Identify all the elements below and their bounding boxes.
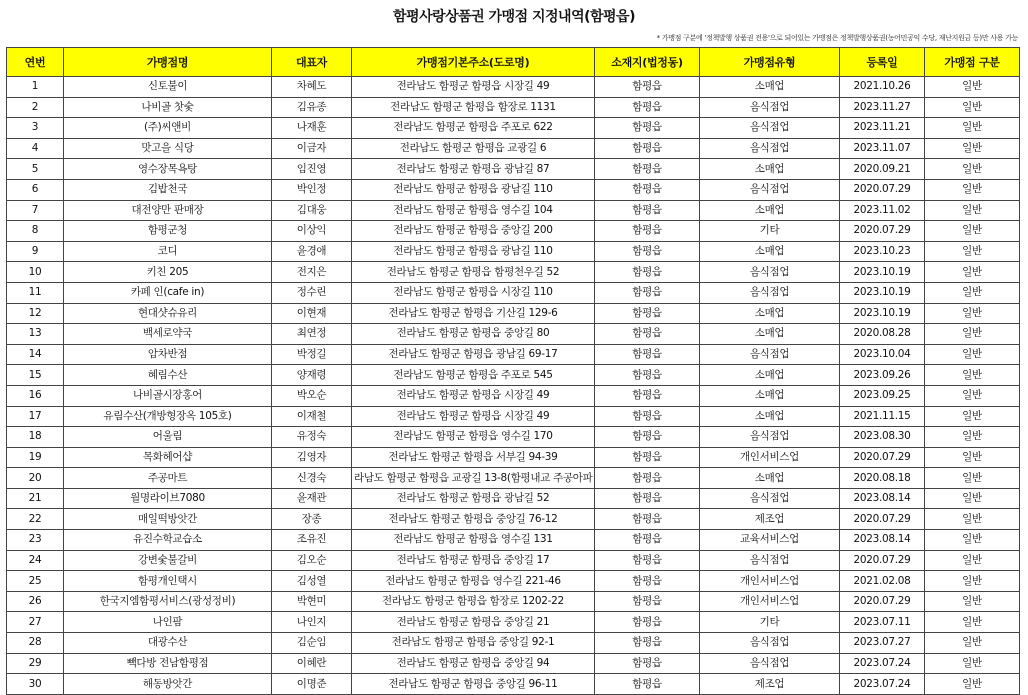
cell-name[interactable]: (주)씨앤비 (64, 118, 272, 139)
cell-address[interactable]: 전라남도 함평군 함평읍 광남길 110 (352, 179, 595, 200)
table-row (7, 262, 1020, 283)
cell-no[interactable]: 17 (7, 406, 64, 427)
cell-type[interactable]: 소매업 (700, 303, 840, 324)
cell-type[interactable]: 음식점업 (700, 282, 840, 303)
cell-category[interactable]: 일반 (925, 447, 1020, 468)
cell-representative[interactable]: 김영자 (272, 447, 352, 468)
cell-no[interactable]: 15 (7, 365, 64, 386)
cell-date[interactable]: 2020.07.29 (840, 509, 925, 530)
cell-address[interactable]: 전라남도 함평군 함평읍 중앙길 80 (352, 324, 595, 345)
cell-location[interactable]: 함평읍 (595, 221, 700, 242)
cell-name[interactable]: 함평개인택시 (64, 571, 272, 592)
cell-category[interactable]: 일반 (925, 488, 1020, 509)
table-row (7, 221, 1020, 242)
cell-date[interactable]: 2020.07.29 (840, 221, 925, 242)
table-row (7, 530, 1020, 551)
cell-address[interactable]: 전라남도 함평군 함평읍 함장로 1131 (352, 97, 595, 118)
cell-address[interactable]: 전라남도 함평군 함평읍 함평천우길 52 (352, 262, 595, 283)
cell-address[interactable]: 전라남도 함평군 함평읍 기산길 129-6 (352, 303, 595, 324)
table-row (7, 674, 1020, 695)
cell-representative[interactable]: 박오순 (272, 385, 352, 406)
cell-type[interactable]: 기타 (700, 612, 840, 633)
cell-name[interactable]: 현대샷슈유리 (64, 303, 272, 324)
cell-location[interactable]: 함평읍 (595, 447, 700, 468)
cell-representative[interactable]: 나재훈 (272, 118, 352, 139)
cell-category[interactable]: 일반 (925, 179, 1020, 200)
cell-no[interactable]: 16 (7, 385, 64, 406)
table-row (7, 653, 1020, 674)
cell-date[interactable]: 2023.11.02 (840, 200, 925, 221)
cell-address[interactable]: 전라남도 함평군 함평읍 광남길 69-17 (352, 344, 595, 365)
cell-category[interactable]: 일반 (925, 633, 1020, 654)
merchant-table (6, 47, 1020, 695)
cell-address[interactable]: 전라남도 함평군 함평읍 중앙길 94 (352, 653, 595, 674)
cell-representative[interactable]: 임진영 (272, 159, 352, 180)
cell-location[interactable]: 함평읍 (595, 324, 700, 345)
cell-representative[interactable]: 박현미 (272, 591, 352, 612)
cell-type[interactable]: 소매업 (700, 468, 840, 489)
cell-type[interactable]: 소매업 (700, 406, 840, 427)
cell-name[interactable]: 카페 인(cafe in) (64, 282, 272, 303)
cell-address[interactable]: 전라남도 함평군 함평읍 중앙길 200 (352, 221, 595, 242)
cell-type[interactable]: 개인서비스업 (700, 591, 840, 612)
cell-representative[interactable]: 조유진 (272, 530, 352, 551)
cell-name[interactable]: 영수장목욕탕 (64, 159, 272, 180)
cell-type[interactable]: 제조업 (700, 674, 840, 695)
cell-date[interactable]: 2023.07.24 (840, 674, 925, 695)
cell-category[interactable]: 일반 (925, 530, 1020, 551)
cell-date[interactable]: 2020.07.29 (840, 179, 925, 200)
cell-no[interactable]: 26 (7, 591, 64, 612)
cell-date[interactable]: 2020.07.29 (840, 447, 925, 468)
cell-type[interactable]: 제조업 (700, 509, 840, 530)
cell-representative[interactable]: 정수린 (272, 282, 352, 303)
cell-date[interactable]: 2023.07.27 (840, 633, 925, 654)
cell-representative[interactable]: 이현재 (272, 303, 352, 324)
cell-category[interactable]: 일반 (925, 221, 1020, 242)
cell-address[interactable]: 전라남도 함평군 함평읍 영수길 104 (352, 200, 595, 221)
cell-category[interactable]: 일반 (925, 159, 1020, 180)
table-row (7, 324, 1020, 345)
table-row (7, 118, 1020, 139)
table-row (7, 179, 1020, 200)
cell-type[interactable]: 소매업 (700, 77, 840, 98)
cell-name[interactable]: 목화헤어샵 (64, 447, 272, 468)
cell-no[interactable]: 20 (7, 468, 64, 489)
table-row (7, 468, 1020, 489)
cell-no[interactable]: 21 (7, 488, 64, 509)
table-row (7, 77, 1020, 98)
cell-category[interactable]: 일반 (925, 324, 1020, 345)
cell-no[interactable]: 11 (7, 282, 64, 303)
cell-address[interactable]: 전라남도 함평군 함평읍 중앙길 17 (352, 550, 595, 571)
cell-date[interactable]: 2023.08.30 (840, 427, 925, 448)
header-cell-representative: 대표자 (272, 48, 352, 77)
cell-no[interactable]: 12 (7, 303, 64, 324)
cell-category[interactable]: 일반 (925, 571, 1020, 592)
header-cell-category: 가맹점 구분 (925, 48, 1020, 77)
table-row (7, 365, 1020, 386)
cell-address[interactable]: 전라남도 함평군 함평읍 중앙길 21 (352, 612, 595, 633)
cell-type[interactable]: 개인서비스업 (700, 447, 840, 468)
cell-type[interactable]: 음식점업 (700, 550, 840, 571)
cell-category[interactable]: 일반 (925, 427, 1020, 448)
table-row (7, 591, 1020, 612)
cell-name[interactable]: 매일떡방앗간 (64, 509, 272, 530)
cell-location[interactable]: 함평읍 (595, 468, 700, 489)
cell-location[interactable]: 함평읍 (595, 77, 700, 98)
cell-location[interactable]: 함평읍 (595, 488, 700, 509)
cell-category[interactable]: 일반 (925, 138, 1020, 159)
table-row (7, 282, 1020, 303)
cell-date[interactable]: 2023.10.19 (840, 303, 925, 324)
cell-category[interactable]: 일반 (925, 591, 1020, 612)
cell-address[interactable]: 전라남도 함평군 함평읍 시장길 49 (352, 77, 595, 98)
cell-location[interactable]: 함평읍 (595, 385, 700, 406)
cell-type[interactable]: 음식점업 (700, 653, 840, 674)
cell-representative[interactable]: 김순임 (272, 633, 352, 654)
cell-no[interactable]: 13 (7, 324, 64, 345)
table-row (7, 344, 1020, 365)
cell-representative[interactable]: 이혜란 (272, 653, 352, 674)
cell-type[interactable]: 음식점업 (700, 97, 840, 118)
cell-representative[interactable]: 최연정 (272, 324, 352, 345)
cell-type[interactable]: 소매업 (700, 241, 840, 262)
cell-address[interactable]: 전라남도 함평군 함평읍 광남길 87 (352, 159, 595, 180)
usage-note: * 가맹점 구분에 '정책발행 상품권 전용'으로 되어있는 가맹점은 정책발행상품권(농어민공익 수당, 재난지원금 등)만 사용 가능 (656, 34, 1018, 42)
cell-location[interactable]: 함평읍 (595, 591, 700, 612)
table-row (7, 571, 1020, 592)
cell-date[interactable]: 2020.07.29 (840, 591, 925, 612)
cell-category[interactable]: 일반 (925, 97, 1020, 118)
header-cell-address: 가맹점기본주소(도로명) (352, 48, 595, 77)
cell-type[interactable]: 교육서비스업 (700, 530, 840, 551)
table-row (7, 303, 1020, 324)
cell-no[interactable]: 2 (7, 97, 64, 118)
header-cell-date: 등록일 (840, 48, 925, 77)
cell-name[interactable]: 나인팜 (64, 612, 272, 633)
cell-location[interactable]: 함평읍 (595, 179, 700, 200)
cell-location[interactable]: 함평읍 (595, 118, 700, 139)
cell-location[interactable]: 함평읍 (595, 282, 700, 303)
cell-category[interactable]: 일반 (925, 468, 1020, 489)
cell-representative[interactable]: 김성열 (272, 571, 352, 592)
cell-address[interactable]: 전라남도 함평군 함평읍 중앙길 92-1 (352, 633, 595, 654)
cell-representative[interactable]: 나인지 (272, 612, 352, 633)
cell-no[interactable]: 22 (7, 509, 64, 530)
cell-no[interactable]: 8 (7, 221, 64, 242)
cell-category[interactable]: 일반 (925, 200, 1020, 221)
header-row (7, 48, 1020, 77)
cell-location[interactable]: 함평읍 (595, 262, 700, 283)
cell-type[interactable]: 음식점업 (700, 262, 840, 283)
cell-date[interactable]: 2023.11.21 (840, 118, 925, 139)
cell-type[interactable]: 개인서비스업 (700, 571, 840, 592)
cell-address[interactable]: 전라남도 함평군 함평읍 영수길 131 (352, 530, 595, 551)
cell-date[interactable]: 2023.10.04 (840, 344, 925, 365)
cell-type[interactable]: 음식점업 (700, 179, 840, 200)
cell-no[interactable]: 5 (7, 159, 64, 180)
cell-name[interactable]: 빽다방 전남함평점 (64, 653, 272, 674)
table-row (7, 97, 1020, 118)
page-title: 함평사랑상품권 가맹점 지정내역(함평읍) (393, 9, 635, 25)
cell-name[interactable]: 김밥천국 (64, 179, 272, 200)
table-row (7, 427, 1020, 448)
cell-no[interactable]: 18 (7, 427, 64, 448)
cell-date[interactable]: 2023.11.07 (840, 138, 925, 159)
cell-address[interactable]: 전라남도 함평군 함평읍 시장길 110 (352, 282, 595, 303)
cell-category[interactable]: 일반 (925, 365, 1020, 386)
cell-address[interactable]: 전라남도 함평군 함평읍 광남길 110 (352, 241, 595, 262)
cell-location[interactable]: 함평읍 (595, 344, 700, 365)
cell-date[interactable]: 2023.08.14 (840, 488, 925, 509)
cell-name[interactable]: 한국지엠함평서비스(광성정비) (64, 591, 272, 612)
cell-name[interactable]: 강변숯불갈비 (64, 550, 272, 571)
cell-name[interactable]: 나비골시장홍어 (64, 385, 272, 406)
table-row (7, 241, 1020, 262)
table-row (7, 488, 1020, 509)
cell-location[interactable]: 함평읍 (595, 427, 700, 448)
cell-category[interactable]: 일반 (925, 303, 1020, 324)
table-row (7, 509, 1020, 530)
cell-name[interactable]: 암차반점 (64, 344, 272, 365)
cell-date[interactable]: 2021.02.08 (840, 571, 925, 592)
cell-address[interactable]: 전라남도 함평군 함평읍 함장로 1202-22 (352, 591, 595, 612)
cell-no[interactable]: 30 (7, 674, 64, 695)
cell-location[interactable]: 함평읍 (595, 633, 700, 654)
cell-date[interactable]: 2023.07.24 (840, 653, 925, 674)
cell-date[interactable]: 2023.11.27 (840, 97, 925, 118)
cell-representative[interactable]: 장종 (272, 509, 352, 530)
cell-category[interactable]: 일반 (925, 550, 1020, 571)
cell-date[interactable]: 2023.10.23 (840, 241, 925, 262)
cell-category[interactable]: 일반 (925, 241, 1020, 262)
cell-no[interactable]: 23 (7, 530, 64, 551)
cell-date[interactable]: 2023.08.14 (840, 530, 925, 551)
cell-type[interactable]: 음식점업 (700, 138, 840, 159)
cell-location[interactable]: 함평읍 (595, 303, 700, 324)
cell-address[interactable]: 전라남도 함평군 함평읍 주포로 545 (352, 365, 595, 386)
cell-type[interactable]: 소매업 (700, 385, 840, 406)
cell-type[interactable]: 소매업 (700, 159, 840, 180)
cell-name[interactable]: 대전양만 판매장 (64, 200, 272, 221)
cell-representative[interactable]: 김대웅 (272, 200, 352, 221)
cell-representative[interactable]: 이상익 (272, 221, 352, 242)
cell-address[interactable]: 전라남도 함평군 함평읍 서부길 94-39 (352, 447, 595, 468)
table-body (7, 77, 1020, 695)
cell-location[interactable]: 함평읍 (595, 138, 700, 159)
cell-no[interactable]: 6 (7, 179, 64, 200)
cell-name[interactable]: 신토불이 (64, 77, 272, 98)
cell-representative[interactable]: 박인정 (272, 179, 352, 200)
cell-date[interactable]: 2023.09.25 (840, 385, 925, 406)
cell-no[interactable]: 4 (7, 138, 64, 159)
cell-address[interactable]: 전라남도 함평군 함평읍 주포로 622 (352, 118, 595, 139)
cell-representative[interactable]: 이재철 (272, 406, 352, 427)
cell-location[interactable]: 함평읍 (595, 612, 700, 633)
cell-location[interactable]: 함평읍 (595, 550, 700, 571)
cell-no[interactable]: 1 (7, 77, 64, 98)
cell-type[interactable]: 소매업 (700, 200, 840, 221)
cell-name[interactable]: 나비골 찻숯 (64, 97, 272, 118)
cell-location[interactable]: 함평읍 (595, 530, 700, 551)
cell-type[interactable]: 소매업 (700, 324, 840, 345)
cell-date[interactable]: 2021.10.26 (840, 77, 925, 98)
cell-category[interactable]: 일반 (925, 282, 1020, 303)
table-row (7, 447, 1020, 468)
cell-date[interactable]: 2020.09.21 (840, 159, 925, 180)
cell-category[interactable]: 일반 (925, 262, 1020, 283)
cell-date[interactable]: 2023.07.11 (840, 612, 925, 633)
cell-no[interactable]: 24 (7, 550, 64, 571)
cell-date[interactable]: 2023.10.19 (840, 282, 925, 303)
cell-name[interactable]: 대광수산 (64, 633, 272, 654)
cell-address[interactable]: 전라남도 함평군 함평읍 광남길 52 (352, 488, 595, 509)
cell-category[interactable]: 일반 (925, 612, 1020, 633)
cell-representative[interactable]: 이금자 (272, 138, 352, 159)
cell-name[interactable]: 백세로약국 (64, 324, 272, 345)
cell-no[interactable]: 19 (7, 447, 64, 468)
cell-category[interactable]: 일반 (925, 674, 1020, 695)
header-cell-type: 가맹점유형 (700, 48, 840, 77)
cell-category[interactable]: 일반 (925, 344, 1020, 365)
cell-representative[interactable]: 유정숙 (272, 427, 352, 448)
cell-address[interactable]: 전라남도 함평군 함평읍 영수길 221-46 (352, 571, 595, 592)
cell-location[interactable]: 함평읍 (595, 571, 700, 592)
cell-name[interactable]: 코디 (64, 241, 272, 262)
cell-location[interactable]: 함평읍 (595, 159, 700, 180)
cell-category[interactable]: 일반 (925, 385, 1020, 406)
table-row (7, 633, 1020, 654)
cell-category[interactable]: 일반 (925, 77, 1020, 98)
cell-address[interactable]: 라남도 함평군 함평읍 교광길 13-8(함평내교 주공아파 (352, 468, 595, 489)
cell-representative[interactable]: 이명준 (272, 674, 352, 695)
cell-location[interactable]: 함평읍 (595, 365, 700, 386)
header-cell-name: 가맹점명 (64, 48, 272, 77)
cell-type[interactable]: 음식점업 (700, 118, 840, 139)
cell-representative[interactable]: 신경숙 (272, 468, 352, 489)
cell-no[interactable]: 14 (7, 344, 64, 365)
cell-no[interactable]: 28 (7, 633, 64, 654)
cell-location[interactable]: 함평읍 (595, 509, 700, 530)
cell-name[interactable]: 주공마트 (64, 468, 272, 489)
cell-date[interactable]: 2023.09.26 (840, 365, 925, 386)
cell-name[interactable]: 월명라이브7080 (64, 488, 272, 509)
cell-name[interactable]: 유림수산(개방형장옥 105호) (64, 406, 272, 427)
table-row (7, 385, 1020, 406)
cell-representative[interactable]: 윤재관 (272, 488, 352, 509)
cell-name[interactable]: 어울림 (64, 427, 272, 448)
cell-type[interactable]: 기타 (700, 221, 840, 242)
cell-representative[interactable]: 김오순 (272, 550, 352, 571)
cell-type[interactable]: 소매업 (700, 365, 840, 386)
cell-no[interactable]: 9 (7, 241, 64, 262)
cell-location[interactable]: 함평읍 (595, 674, 700, 695)
cell-type[interactable]: 음식점업 (700, 488, 840, 509)
cell-type[interactable]: 음식점업 (700, 427, 840, 448)
cell-address[interactable]: 전라남도 함평군 함평읍 시장길 49 (352, 385, 595, 406)
table-row (7, 138, 1020, 159)
cell-date[interactable]: 2020.08.28 (840, 324, 925, 345)
cell-address[interactable]: 전라남도 함평군 함평읍 중앙길 76-12 (352, 509, 595, 530)
cell-no[interactable]: 7 (7, 200, 64, 221)
cell-type[interactable]: 음식점업 (700, 633, 840, 654)
table-row (7, 550, 1020, 571)
table-row (7, 612, 1020, 633)
cell-address[interactable]: 전라남도 함평군 함평읍 영수길 170 (352, 427, 595, 448)
cell-name[interactable]: 유진수학교습소 (64, 530, 272, 551)
cell-representative[interactable]: 양재령 (272, 365, 352, 386)
cell-date[interactable]: 2023.10.19 (840, 262, 925, 283)
cell-address[interactable]: 전라남도 함평군 함평읍 교광길 6 (352, 138, 595, 159)
cell-representative[interactable]: 박정길 (272, 344, 352, 365)
cell-category[interactable]: 일반 (925, 509, 1020, 530)
cell-representative[interactable]: 차혜도 (272, 77, 352, 98)
header-cell-no: 연번 (7, 48, 64, 77)
cell-name[interactable]: 함평군청 (64, 221, 272, 242)
cell-type[interactable]: 음식점업 (700, 344, 840, 365)
cell-location[interactable]: 함평읍 (595, 653, 700, 674)
cell-representative[interactable]: 전지은 (272, 262, 352, 283)
cell-address[interactable]: 전라남도 함평군 함평읍 중앙길 96-11 (352, 674, 595, 695)
header-cell-location: 소재지(법정동) (595, 48, 700, 77)
cell-category[interactable]: 일반 (925, 653, 1020, 674)
table-row (7, 200, 1020, 221)
cell-no[interactable]: 25 (7, 571, 64, 592)
cell-address[interactable]: 전라남도 함평군 함평읍 시장길 49 (352, 406, 595, 427)
cell-location[interactable]: 함평읍 (595, 241, 700, 262)
cell-representative[interactable]: 윤경애 (272, 241, 352, 262)
cell-location[interactable]: 함평읍 (595, 406, 700, 427)
cell-date[interactable]: 2021.11.15 (840, 406, 925, 427)
cell-location[interactable]: 함평읍 (595, 97, 700, 118)
cell-no[interactable]: 3 (7, 118, 64, 139)
cell-category[interactable]: 일반 (925, 118, 1020, 139)
cell-no[interactable]: 29 (7, 653, 64, 674)
cell-name[interactable]: 키친 205 (64, 262, 272, 283)
cell-location[interactable]: 함평읍 (595, 200, 700, 221)
cell-date[interactable]: 2020.07.29 (840, 550, 925, 571)
cell-representative[interactable]: 김유종 (272, 97, 352, 118)
cell-name[interactable]: 해동방앗간 (64, 674, 272, 695)
cell-name[interactable]: 맛고을 식당 (64, 138, 272, 159)
table-row (7, 159, 1020, 180)
table-row (7, 406, 1020, 427)
cell-category[interactable]: 일반 (925, 406, 1020, 427)
cell-no[interactable]: 27 (7, 612, 64, 633)
cell-date[interactable]: 2020.08.18 (840, 468, 925, 489)
cell-no[interactable]: 10 (7, 262, 64, 283)
cell-name[interactable]: 혜림수산 (64, 365, 272, 386)
